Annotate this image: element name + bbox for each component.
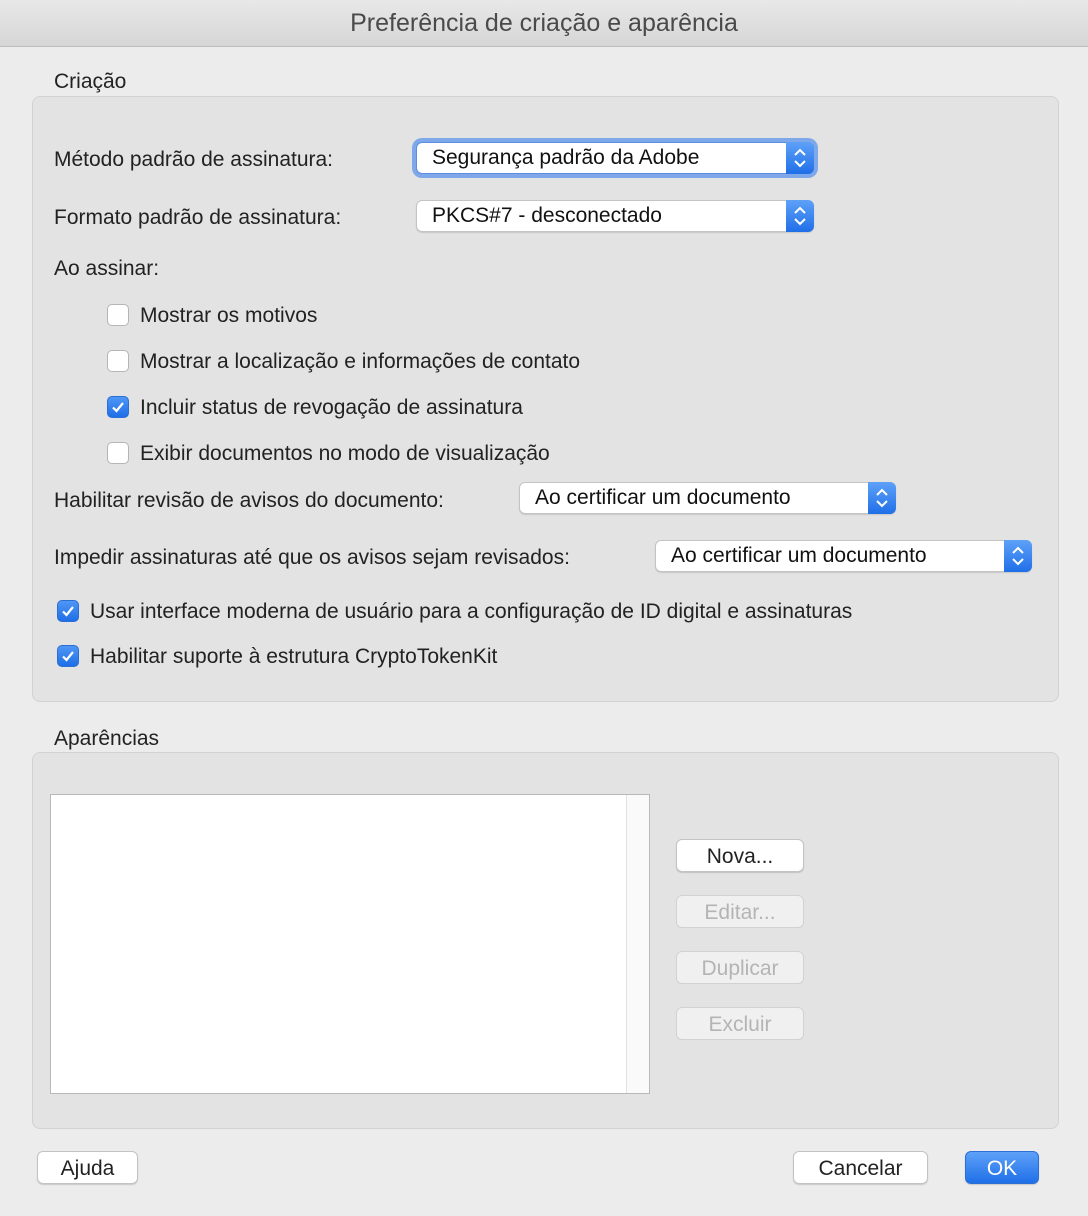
include-revocation-checkbox[interactable] (107, 396, 129, 418)
cryptotokenkit-checkbox[interactable] (57, 645, 79, 667)
cancel-button[interactable]: Cancelar (793, 1151, 928, 1184)
include-revocation-label[interactable]: Incluir status de revogação de assinatura (140, 396, 523, 419)
window-title: Preferência de criação e aparência (350, 9, 738, 37)
show-location-label[interactable]: Mostrar a localização e informações de contato (140, 350, 581, 373)
default-method-select[interactable] (416, 142, 814, 174)
ok-button[interactable]: OK (965, 1151, 1039, 1184)
prevent-signing-value: Ao certificar um documento (671, 544, 927, 567)
show-reasons-label[interactable]: Mostrar os motivos (140, 304, 318, 327)
chevron-updown-icon (786, 200, 814, 232)
prevent-signing-label: Impedir assinaturas até que os avisos sejam revisados: (54, 546, 570, 569)
chevron-updown-icon (1004, 540, 1032, 572)
default-format-label: Formato padrão de assinatura: (54, 206, 342, 229)
help-button[interactable]: Ajuda (37, 1151, 138, 1184)
when-signing-label: Ao assinar: (54, 257, 160, 280)
enable-review-label: Habilitar revisão de avisos do documento: (54, 489, 444, 512)
default-method-value: Segurança padrão da Adobe (432, 146, 700, 169)
preview-mode-label[interactable]: Exibir documentos no modo de visualização (140, 442, 550, 465)
chevron-updown-icon (868, 482, 896, 514)
creation-section-title: Criação (54, 70, 127, 93)
default-method-label: Método padrão de assinatura: (54, 148, 334, 171)
preview-mode-checkbox[interactable] (107, 442, 129, 464)
cryptotokenkit-label[interactable]: Habilitar suporte à estrutura CryptoTokenKit (90, 645, 498, 668)
enable-review-value: Ao certificar um documento (535, 486, 791, 509)
modern-ui-label[interactable]: Usar interface moderna de usuário para a configuração de ID digital e assinaturas (90, 600, 853, 623)
checkmark-icon (111, 400, 125, 414)
appearances-section-title: Aparências (54, 727, 160, 750)
enable-review-select[interactable] (519, 482, 896, 514)
default-format-value: PKCS#7 - desconectado (432, 204, 662, 227)
modern-ui-checkbox[interactable] (57, 600, 79, 622)
show-location-checkbox[interactable] (107, 350, 129, 372)
new-appearance-button[interactable]: Nova... (676, 839, 804, 872)
chevron-updown-icon (786, 142, 814, 174)
checkmark-icon (61, 649, 75, 663)
window-titlebar[interactable] (0, 0, 1088, 47)
delete-appearance-button[interactable]: Excluir (676, 1007, 804, 1040)
default-format-select[interactable] (416, 200, 814, 232)
appearances-list[interactable] (50, 794, 650, 1094)
duplicate-appearance-button[interactable]: Duplicar (676, 951, 804, 984)
edit-appearance-button[interactable]: Editar... (676, 895, 804, 928)
checkmark-icon (61, 604, 75, 618)
show-reasons-checkbox[interactable] (107, 304, 129, 326)
appearances-list-scrollbar[interactable] (626, 795, 649, 1093)
prevent-signing-select[interactable] (655, 540, 1032, 572)
